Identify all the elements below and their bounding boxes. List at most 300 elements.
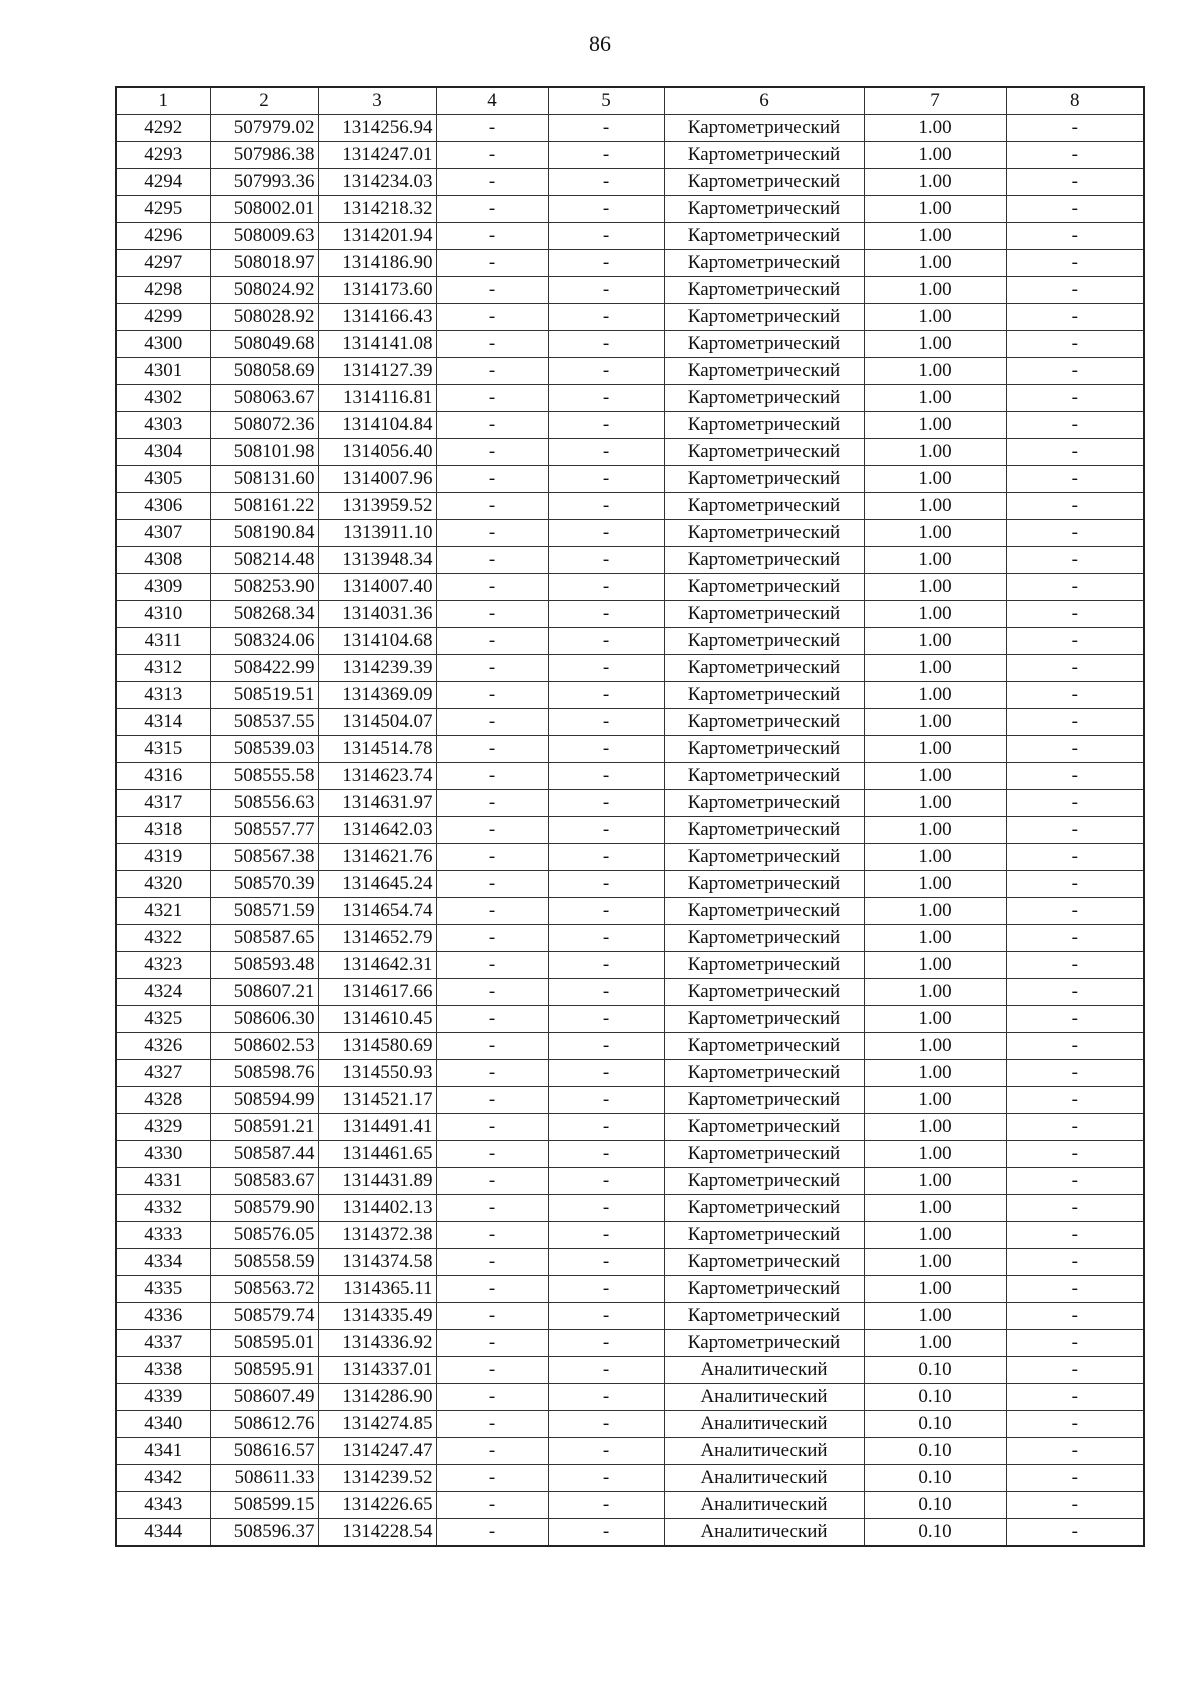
col-4-value-cell: - <box>436 223 548 250</box>
y-coordinate-cell: 1314141.08 <box>318 331 436 358</box>
col-8-value-cell: - <box>1006 466 1144 493</box>
method-cell: Аналитический <box>664 1357 864 1384</box>
method-cell: Аналитический <box>664 1384 864 1411</box>
col-4-value-cell: - <box>436 1222 548 1249</box>
method-cell: Картометрический <box>664 898 864 925</box>
point-number-cell: 4311 <box>116 628 210 655</box>
table-row <box>116 574 1144 601</box>
col-8-value-cell: - <box>1006 1519 1144 1547</box>
method-cell: Аналитический <box>664 1519 864 1547</box>
y-coordinate-cell: 1314007.96 <box>318 466 436 493</box>
column-header: 4 <box>436 87 548 115</box>
method-cell: Картометрический <box>664 547 864 574</box>
x-coordinate-cell: 508602.53 <box>210 1033 318 1060</box>
column-header: 3 <box>318 87 436 115</box>
col-5-value-cell: - <box>548 466 664 493</box>
y-coordinate-cell: 1314201.94 <box>318 223 436 250</box>
x-coordinate-cell: 508607.49 <box>210 1384 318 1411</box>
col-5-value-cell: - <box>548 277 664 304</box>
column-header: 6 <box>664 87 864 115</box>
col-8-value-cell: - <box>1006 412 1144 439</box>
column-header: 7 <box>864 87 1006 115</box>
table-row <box>116 1033 1144 1060</box>
col-8-value-cell: - <box>1006 979 1144 1006</box>
col-8-value-cell: - <box>1006 493 1144 520</box>
col-8-value-cell: - <box>1006 331 1144 358</box>
point-number-cell: 4334 <box>116 1249 210 1276</box>
accuracy-cell: 1.00 <box>864 1195 1006 1222</box>
method-cell: Картометрический <box>664 871 864 898</box>
method-cell: Картометрический <box>664 1006 864 1033</box>
table-row <box>116 493 1144 520</box>
method-cell: Картометрический <box>664 1114 864 1141</box>
col-5-value-cell: - <box>548 1303 664 1330</box>
accuracy-cell: 1.00 <box>864 277 1006 304</box>
y-coordinate-cell: 1314228.54 <box>318 1519 436 1547</box>
method-cell: Аналитический <box>664 1492 864 1519</box>
point-number-cell: 4293 <box>116 142 210 169</box>
y-coordinate-cell: 1314256.94 <box>318 115 436 142</box>
accuracy-cell: 1.00 <box>864 1276 1006 1303</box>
col-8-value-cell: - <box>1006 250 1144 277</box>
col-8-value-cell: - <box>1006 871 1144 898</box>
x-coordinate-cell: 508049.68 <box>210 331 318 358</box>
accuracy-cell: 1.00 <box>864 547 1006 574</box>
col-4-value-cell: - <box>436 1438 548 1465</box>
y-coordinate-cell: 1314374.58 <box>318 1249 436 1276</box>
col-8-value-cell: - <box>1006 169 1144 196</box>
col-4-value-cell: - <box>436 1006 548 1033</box>
col-4-value-cell: - <box>436 871 548 898</box>
y-coordinate-cell: 1314226.65 <box>318 1492 436 1519</box>
method-cell: Картометрический <box>664 358 864 385</box>
point-number-cell: 4306 <box>116 493 210 520</box>
accuracy-cell: 1.00 <box>864 142 1006 169</box>
point-number-cell: 4299 <box>116 304 210 331</box>
x-coordinate-cell: 508009.63 <box>210 223 318 250</box>
y-coordinate-cell: 1314166.43 <box>318 304 436 331</box>
col-4-value-cell: - <box>436 466 548 493</box>
col-4-value-cell: - <box>436 1492 548 1519</box>
col-8-value-cell: - <box>1006 1249 1144 1276</box>
method-cell: Картометрический <box>664 682 864 709</box>
col-4-value-cell: - <box>436 1465 548 1492</box>
col-5-value-cell: - <box>548 844 664 871</box>
method-cell: Картометрический <box>664 1222 864 1249</box>
col-8-value-cell: - <box>1006 304 1144 331</box>
x-coordinate-cell: 508556.63 <box>210 790 318 817</box>
point-number-cell: 4304 <box>116 439 210 466</box>
col-5-value-cell: - <box>548 1195 664 1222</box>
x-coordinate-cell: 507986.38 <box>210 142 318 169</box>
point-number-cell: 4292 <box>116 115 210 142</box>
x-coordinate-cell: 508612.76 <box>210 1411 318 1438</box>
table-row <box>116 871 1144 898</box>
col-5-value-cell: - <box>548 223 664 250</box>
y-coordinate-cell: 1314173.60 <box>318 277 436 304</box>
accuracy-cell: 1.00 <box>864 196 1006 223</box>
point-number-cell: 4305 <box>116 466 210 493</box>
col-8-value-cell: - <box>1006 223 1144 250</box>
col-8-value-cell: - <box>1006 655 1144 682</box>
table-row <box>116 439 1144 466</box>
col-8-value-cell: - <box>1006 277 1144 304</box>
col-8-value-cell: - <box>1006 790 1144 817</box>
point-number-cell: 4302 <box>116 385 210 412</box>
col-4-value-cell: - <box>436 1519 548 1547</box>
y-coordinate-cell: 1314247.47 <box>318 1438 436 1465</box>
accuracy-cell: 0.10 <box>864 1411 1006 1438</box>
y-coordinate-cell: 1314186.90 <box>318 250 436 277</box>
accuracy-cell: 1.00 <box>864 1060 1006 1087</box>
method-cell: Картометрический <box>664 250 864 277</box>
x-coordinate-cell: 508563.72 <box>210 1276 318 1303</box>
y-coordinate-cell: 1314402.13 <box>318 1195 436 1222</box>
x-coordinate-cell: 508596.37 <box>210 1519 318 1547</box>
method-cell: Картометрический <box>664 1033 864 1060</box>
x-coordinate-cell: 508587.65 <box>210 925 318 952</box>
accuracy-cell: 1.00 <box>864 1330 1006 1357</box>
y-coordinate-cell: 1314491.41 <box>318 1114 436 1141</box>
y-coordinate-cell: 1313959.52 <box>318 493 436 520</box>
method-cell: Картометрический <box>664 493 864 520</box>
table-row <box>116 250 1144 277</box>
col-5-value-cell: - <box>548 628 664 655</box>
col-5-value-cell: - <box>548 1168 664 1195</box>
col-8-value-cell: - <box>1006 1033 1144 1060</box>
x-coordinate-cell: 508594.99 <box>210 1087 318 1114</box>
x-coordinate-cell: 508567.38 <box>210 844 318 871</box>
col-4-value-cell: - <box>436 1033 548 1060</box>
col-5-value-cell: - <box>548 169 664 196</box>
point-number-cell: 4344 <box>116 1519 210 1547</box>
accuracy-cell: 1.00 <box>864 709 1006 736</box>
x-coordinate-cell: 508422.99 <box>210 655 318 682</box>
point-number-cell: 4294 <box>116 169 210 196</box>
col-4-value-cell: - <box>436 1249 548 1276</box>
y-coordinate-cell: 1314431.89 <box>318 1168 436 1195</box>
col-8-value-cell: - <box>1006 817 1144 844</box>
accuracy-cell: 1.00 <box>864 1087 1006 1114</box>
table-row <box>116 1411 1144 1438</box>
table-row <box>116 1384 1144 1411</box>
table-row <box>116 628 1144 655</box>
method-cell: Картометрический <box>664 115 864 142</box>
col-4-value-cell: - <box>436 763 548 790</box>
col-4-value-cell: - <box>436 952 548 979</box>
point-number-cell: 4309 <box>116 574 210 601</box>
y-coordinate-cell: 1314580.69 <box>318 1033 436 1060</box>
x-coordinate-cell: 508072.36 <box>210 412 318 439</box>
x-coordinate-cell: 508537.55 <box>210 709 318 736</box>
coordinates-table <box>115 86 1145 1547</box>
col-4-value-cell: - <box>436 736 548 763</box>
y-coordinate-cell: 1314234.03 <box>318 169 436 196</box>
col-8-value-cell: - <box>1006 385 1144 412</box>
accuracy-cell: 1.00 <box>864 601 1006 628</box>
x-coordinate-cell: 508579.90 <box>210 1195 318 1222</box>
method-cell: Картометрический <box>664 1303 864 1330</box>
accuracy-cell: 1.00 <box>864 1222 1006 1249</box>
x-coordinate-cell: 508024.92 <box>210 277 318 304</box>
point-number-cell: 4337 <box>116 1330 210 1357</box>
y-coordinate-cell: 1314127.39 <box>318 358 436 385</box>
accuracy-cell: 0.10 <box>864 1357 1006 1384</box>
y-coordinate-cell: 1314652.79 <box>318 925 436 952</box>
method-cell: Картометрический <box>664 844 864 871</box>
col-4-value-cell: - <box>436 331 548 358</box>
col-4-value-cell: - <box>436 196 548 223</box>
col-4-value-cell: - <box>436 277 548 304</box>
point-number-cell: 4325 <box>116 1006 210 1033</box>
x-coordinate-cell: 508576.05 <box>210 1222 318 1249</box>
col-5-value-cell: - <box>548 412 664 439</box>
method-cell: Картометрический <box>664 601 864 628</box>
col-4-value-cell: - <box>436 1114 548 1141</box>
col-5-value-cell: - <box>548 196 664 223</box>
col-8-value-cell: - <box>1006 1114 1144 1141</box>
method-cell: Картометрический <box>664 520 864 547</box>
y-coordinate-cell: 1314521.17 <box>318 1087 436 1114</box>
x-coordinate-cell: 508587.44 <box>210 1141 318 1168</box>
accuracy-cell: 1.00 <box>864 925 1006 952</box>
col-4-value-cell: - <box>436 979 548 1006</box>
x-coordinate-cell: 508161.22 <box>210 493 318 520</box>
y-coordinate-cell: 1314336.92 <box>318 1330 436 1357</box>
y-coordinate-cell: 1314504.07 <box>318 709 436 736</box>
y-coordinate-cell: 1314286.90 <box>318 1384 436 1411</box>
x-coordinate-cell: 508598.76 <box>210 1060 318 1087</box>
y-coordinate-cell: 1314116.81 <box>318 385 436 412</box>
col-4-value-cell: - <box>436 169 548 196</box>
point-number-cell: 4322 <box>116 925 210 952</box>
table-row <box>116 196 1144 223</box>
accuracy-cell: 1.00 <box>864 898 1006 925</box>
col-4-value-cell: - <box>436 1195 548 1222</box>
method-cell: Картометрический <box>664 304 864 331</box>
col-8-value-cell: - <box>1006 196 1144 223</box>
point-number-cell: 4333 <box>116 1222 210 1249</box>
y-coordinate-cell: 1314514.78 <box>318 736 436 763</box>
table-row <box>116 304 1144 331</box>
y-coordinate-cell: 1314239.52 <box>318 1465 436 1492</box>
col-5-value-cell: - <box>548 358 664 385</box>
x-coordinate-cell: 508571.59 <box>210 898 318 925</box>
point-number-cell: 4342 <box>116 1465 210 1492</box>
point-number-cell: 4321 <box>116 898 210 925</box>
accuracy-cell: 1.00 <box>864 1141 1006 1168</box>
method-cell: Картометрический <box>664 1249 864 1276</box>
y-coordinate-cell: 1314104.68 <box>318 628 436 655</box>
col-5-value-cell: - <box>548 763 664 790</box>
col-8-value-cell: - <box>1006 601 1144 628</box>
y-coordinate-cell: 1314623.74 <box>318 763 436 790</box>
col-8-value-cell: - <box>1006 1330 1144 1357</box>
table-row <box>116 169 1144 196</box>
col-4-value-cell: - <box>436 574 548 601</box>
point-number-cell: 4315 <box>116 736 210 763</box>
method-cell: Картометрический <box>664 628 864 655</box>
col-8-value-cell: - <box>1006 142 1144 169</box>
accuracy-cell: 1.00 <box>864 466 1006 493</box>
col-8-value-cell: - <box>1006 1384 1144 1411</box>
accuracy-cell: 0.10 <box>864 1438 1006 1465</box>
col-5-value-cell: - <box>548 1276 664 1303</box>
col-5-value-cell: - <box>548 1114 664 1141</box>
method-cell: Аналитический <box>664 1438 864 1465</box>
point-number-cell: 4332 <box>116 1195 210 1222</box>
x-coordinate-cell: 508583.67 <box>210 1168 318 1195</box>
accuracy-cell: 1.00 <box>864 412 1006 439</box>
col-8-value-cell: - <box>1006 628 1144 655</box>
col-8-value-cell: - <box>1006 1465 1144 1492</box>
x-coordinate-cell: 508595.01 <box>210 1330 318 1357</box>
accuracy-cell: 1.00 <box>864 979 1006 1006</box>
col-5-value-cell: - <box>548 790 664 817</box>
col-4-value-cell: - <box>436 250 548 277</box>
col-5-value-cell: - <box>548 871 664 898</box>
table-row <box>116 1492 1144 1519</box>
point-number-cell: 4339 <box>116 1384 210 1411</box>
col-4-value-cell: - <box>436 628 548 655</box>
col-4-value-cell: - <box>436 1357 548 1384</box>
col-5-value-cell: - <box>548 304 664 331</box>
table-row <box>116 1303 1144 1330</box>
method-cell: Картометрический <box>664 817 864 844</box>
table-row <box>116 682 1144 709</box>
y-coordinate-cell: 1314550.93 <box>318 1060 436 1087</box>
method-cell: Картометрический <box>664 169 864 196</box>
y-coordinate-cell: 1314610.45 <box>318 1006 436 1033</box>
col-5-value-cell: - <box>548 682 664 709</box>
x-coordinate-cell: 508555.58 <box>210 763 318 790</box>
col-4-value-cell: - <box>436 790 548 817</box>
table-row <box>116 655 1144 682</box>
x-coordinate-cell: 508570.39 <box>210 871 318 898</box>
point-number-cell: 4324 <box>116 979 210 1006</box>
table-row <box>116 1465 1144 1492</box>
accuracy-cell: 1.00 <box>864 1303 1006 1330</box>
col-8-value-cell: - <box>1006 1195 1144 1222</box>
col-5-value-cell: - <box>548 1060 664 1087</box>
point-number-cell: 4313 <box>116 682 210 709</box>
method-cell: Картометрический <box>664 331 864 358</box>
point-number-cell: 4303 <box>116 412 210 439</box>
y-coordinate-cell: 1314654.74 <box>318 898 436 925</box>
y-coordinate-cell: 1314617.66 <box>318 979 436 1006</box>
point-number-cell: 4317 <box>116 790 210 817</box>
method-cell: Картометрический <box>664 1087 864 1114</box>
col-5-value-cell: - <box>548 736 664 763</box>
x-coordinate-cell: 508606.30 <box>210 1006 318 1033</box>
col-8-value-cell: - <box>1006 844 1144 871</box>
col-5-value-cell: - <box>548 574 664 601</box>
col-8-value-cell: - <box>1006 1303 1144 1330</box>
accuracy-cell: 1.00 <box>864 655 1006 682</box>
table-row <box>116 979 1144 1006</box>
point-number-cell: 4319 <box>116 844 210 871</box>
col-4-value-cell: - <box>436 709 548 736</box>
col-5-value-cell: - <box>548 817 664 844</box>
method-cell: Картометрический <box>664 790 864 817</box>
table-row <box>116 277 1144 304</box>
accuracy-cell: 1.00 <box>864 952 1006 979</box>
x-coordinate-cell: 508593.48 <box>210 952 318 979</box>
method-cell: Картометрический <box>664 763 864 790</box>
col-8-value-cell: - <box>1006 763 1144 790</box>
table-row <box>116 115 1144 142</box>
x-coordinate-cell: 508591.21 <box>210 1114 318 1141</box>
point-number-cell: 4340 <box>116 1411 210 1438</box>
table-row <box>116 763 1144 790</box>
x-coordinate-cell: 508028.92 <box>210 304 318 331</box>
col-5-value-cell: - <box>548 250 664 277</box>
y-coordinate-cell: 1314461.65 <box>318 1141 436 1168</box>
col-4-value-cell: - <box>436 898 548 925</box>
method-cell: Картометрический <box>664 574 864 601</box>
col-4-value-cell: - <box>436 520 548 547</box>
table-row <box>116 1330 1144 1357</box>
col-8-value-cell: - <box>1006 898 1144 925</box>
method-cell: Картометрический <box>664 466 864 493</box>
y-coordinate-cell: 1314621.76 <box>318 844 436 871</box>
point-number-cell: 4336 <box>116 1303 210 1330</box>
col-4-value-cell: - <box>436 1303 548 1330</box>
col-5-value-cell: - <box>548 709 664 736</box>
y-coordinate-cell: 1314372.38 <box>318 1222 436 1249</box>
table-row <box>116 925 1144 952</box>
column-header: 5 <box>548 87 664 115</box>
x-coordinate-cell: 508579.74 <box>210 1303 318 1330</box>
col-8-value-cell: - <box>1006 1006 1144 1033</box>
point-number-cell: 4330 <box>116 1141 210 1168</box>
point-number-cell: 4297 <box>116 250 210 277</box>
point-number-cell: 4310 <box>116 601 210 628</box>
col-5-value-cell: - <box>548 1438 664 1465</box>
x-coordinate-cell: 508253.90 <box>210 574 318 601</box>
y-coordinate-cell: 1314642.03 <box>318 817 436 844</box>
x-coordinate-cell: 508063.67 <box>210 385 318 412</box>
col-5-value-cell: - <box>548 898 664 925</box>
y-coordinate-cell: 1313948.34 <box>318 547 436 574</box>
col-4-value-cell: - <box>436 439 548 466</box>
col-4-value-cell: - <box>436 1060 548 1087</box>
accuracy-cell: 1.00 <box>864 385 1006 412</box>
y-coordinate-cell: 1314337.01 <box>318 1357 436 1384</box>
col-8-value-cell: - <box>1006 1087 1144 1114</box>
col-8-value-cell: - <box>1006 682 1144 709</box>
point-number-cell: 4307 <box>116 520 210 547</box>
accuracy-cell: 1.00 <box>864 520 1006 547</box>
accuracy-cell: 1.00 <box>864 493 1006 520</box>
column-header: 8 <box>1006 87 1144 115</box>
table-row <box>116 1195 1144 1222</box>
col-5-value-cell: - <box>548 142 664 169</box>
table-row <box>116 736 1144 763</box>
accuracy-cell: 1.00 <box>864 628 1006 655</box>
x-coordinate-cell: 508607.21 <box>210 979 318 1006</box>
accuracy-cell: 1.00 <box>864 817 1006 844</box>
col-5-value-cell: - <box>548 1249 664 1276</box>
col-5-value-cell: - <box>548 520 664 547</box>
point-number-cell: 4343 <box>116 1492 210 1519</box>
col-5-value-cell: - <box>548 1465 664 1492</box>
x-coordinate-cell: 508131.60 <box>210 466 318 493</box>
page-number: 86 <box>589 31 611 56</box>
x-coordinate-cell: 508539.03 <box>210 736 318 763</box>
col-4-value-cell: - <box>436 547 548 574</box>
accuracy-cell: 1.00 <box>864 1168 1006 1195</box>
